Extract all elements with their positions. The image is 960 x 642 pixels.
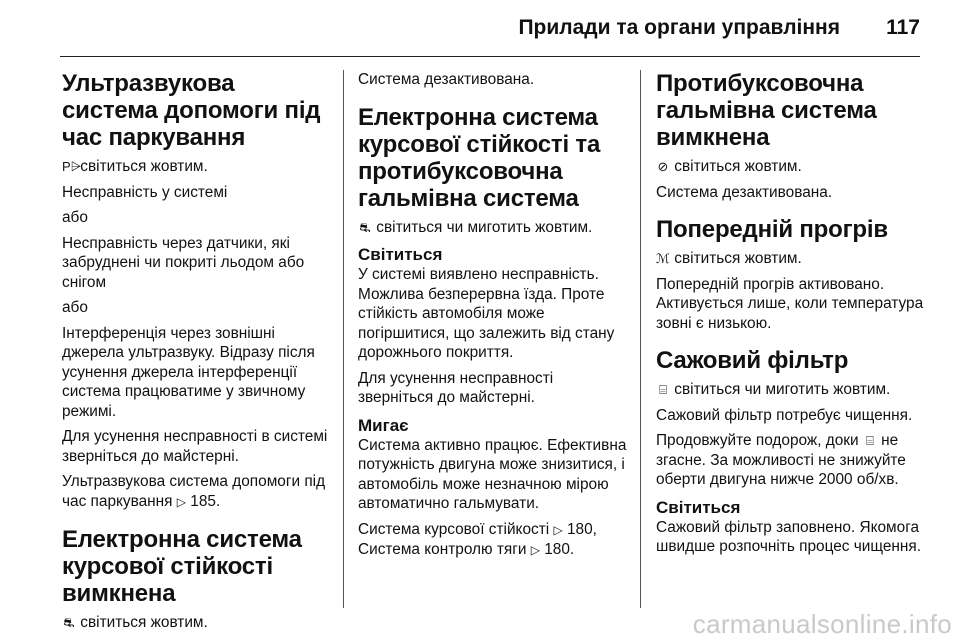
esp-lit-text: У системі виявлено несправність. Можлива безперервна їзда. Проте стійкість автомобіля може погіршитися, що залежить від стану дорожнього покриття. [358,266,615,361]
parking-lit-line: P⩥ світиться жовтим. [62,158,208,175]
esp-lit-text2: Для усунення несправності зверніться до майстерні. [358,369,554,406]
preheat-lit-line: ℳ світиться жовтим. [656,250,802,267]
watermark: carmanualsonline.info [692,609,952,639]
heading-parking-assist: Ультразвукова система допомоги під час паркування [62,70,321,151]
header-title: Прилади та органи управління [518,16,840,39]
dpf-text1: Сажовий фільтр потребує чищення. [656,406,913,424]
heading-esp-off: Електронна система курсової стійкості вимкнена [62,526,302,607]
preheat-text: Попередній прогрів активовано. Активується лише, коли температура зовні є низькою. [656,275,924,332]
ref-arrow-icon: ▷ [530,543,540,557]
page-header [60,0,920,57]
diesel-filter-icon: ⌸ [866,433,874,448]
esp-blink-text: Система активно працює. Ефективна потужність двигуна може знизитися, і автомобіль може незначною мірою автоматично гальмувати. [358,436,627,512]
parking-p4: Для усунення несправності в системі зверніться до майстерні. [62,428,328,465]
esp-deactivated: Система дезактивована. [358,71,535,88]
preheat-coil-icon: ℳ [656,251,670,266]
parking-p1: Несправність у системі [62,183,228,201]
heading-esp: Електронна система курсової стійкості та протибуксовочна гальмівна система [358,103,601,212]
parking-or2: або [62,299,88,316]
esp-off-lit-line: ⛐ світиться жовтим. [63,614,208,631]
parking-or1: або [62,209,88,226]
subheading-dpf-lit: Світиться [656,497,741,517]
column-divider [640,70,641,608]
heading-preheat: Попередній прогрів [656,216,888,243]
diesel-filter-icon: ⌸ [659,382,667,397]
column-3 [656,70,926,563]
column-2 [358,70,628,567]
dpf-text2: Продовжуйте подорож, доки ⌸ не згасне. За можливості не знижуйте оберти двигуна нижче 2000 об/хв. [656,432,906,488]
ref-arrow-icon: ▷ [553,522,563,537]
tc-ref-link[interactable]: 180. [544,541,575,558]
dpf-text3: Сажовий фільтр заповнено. Якомога швидше розпочніть процес чищення. [656,518,922,555]
parking-ref-link[interactable]: 185. [190,492,221,510]
column-1 [62,70,334,639]
parking-p2: Несправність через датчики, які забруднені чи покриті льодом або снігом [62,234,305,291]
esp-off-icon: ⛐ [63,615,75,630]
esp-refs: Система курсової стійкості ▷ 180, Система контролю тяги ▷ 180. [358,520,597,558]
ref-arrow-icon: ▷ [176,494,187,509]
tc-off-icon: ⊘ [657,159,669,174]
heading-dpf: Сажовий фільтр [656,347,849,374]
tc-lit-line: ⊘ світиться жовтим. [657,158,802,175]
esp-lit-line: ⛐ світиться чи миготить жовтим. [359,218,593,236]
tc-deactivated: Система дезактивована. [656,183,833,201]
subheading-lit: Світиться [358,245,443,264]
heading-tc-off: Протибуксовочна гальмівна система вимкнена [656,70,877,151]
page-number: 117 [886,16,920,39]
parking-p5: Ультразвукова система допомоги під час паркування ▷ 185. [62,473,326,510]
column-divider [343,70,344,608]
dpf-lit-line: ⌸ світиться чи миготить жовтим. [656,380,926,400]
parking-p3: Інтерференція через зовнішні джерела ультразвуку. Відразу після усунення джерела інтерференції система працюватиме у звичному режимі. [62,324,315,420]
subheading-blink: Мигає [358,415,409,435]
esp-ref-link[interactable]: 180, [566,520,597,538]
esp-icon: ⛐ [359,219,371,235]
parking-assist-icon: P⩥ [62,159,82,174]
